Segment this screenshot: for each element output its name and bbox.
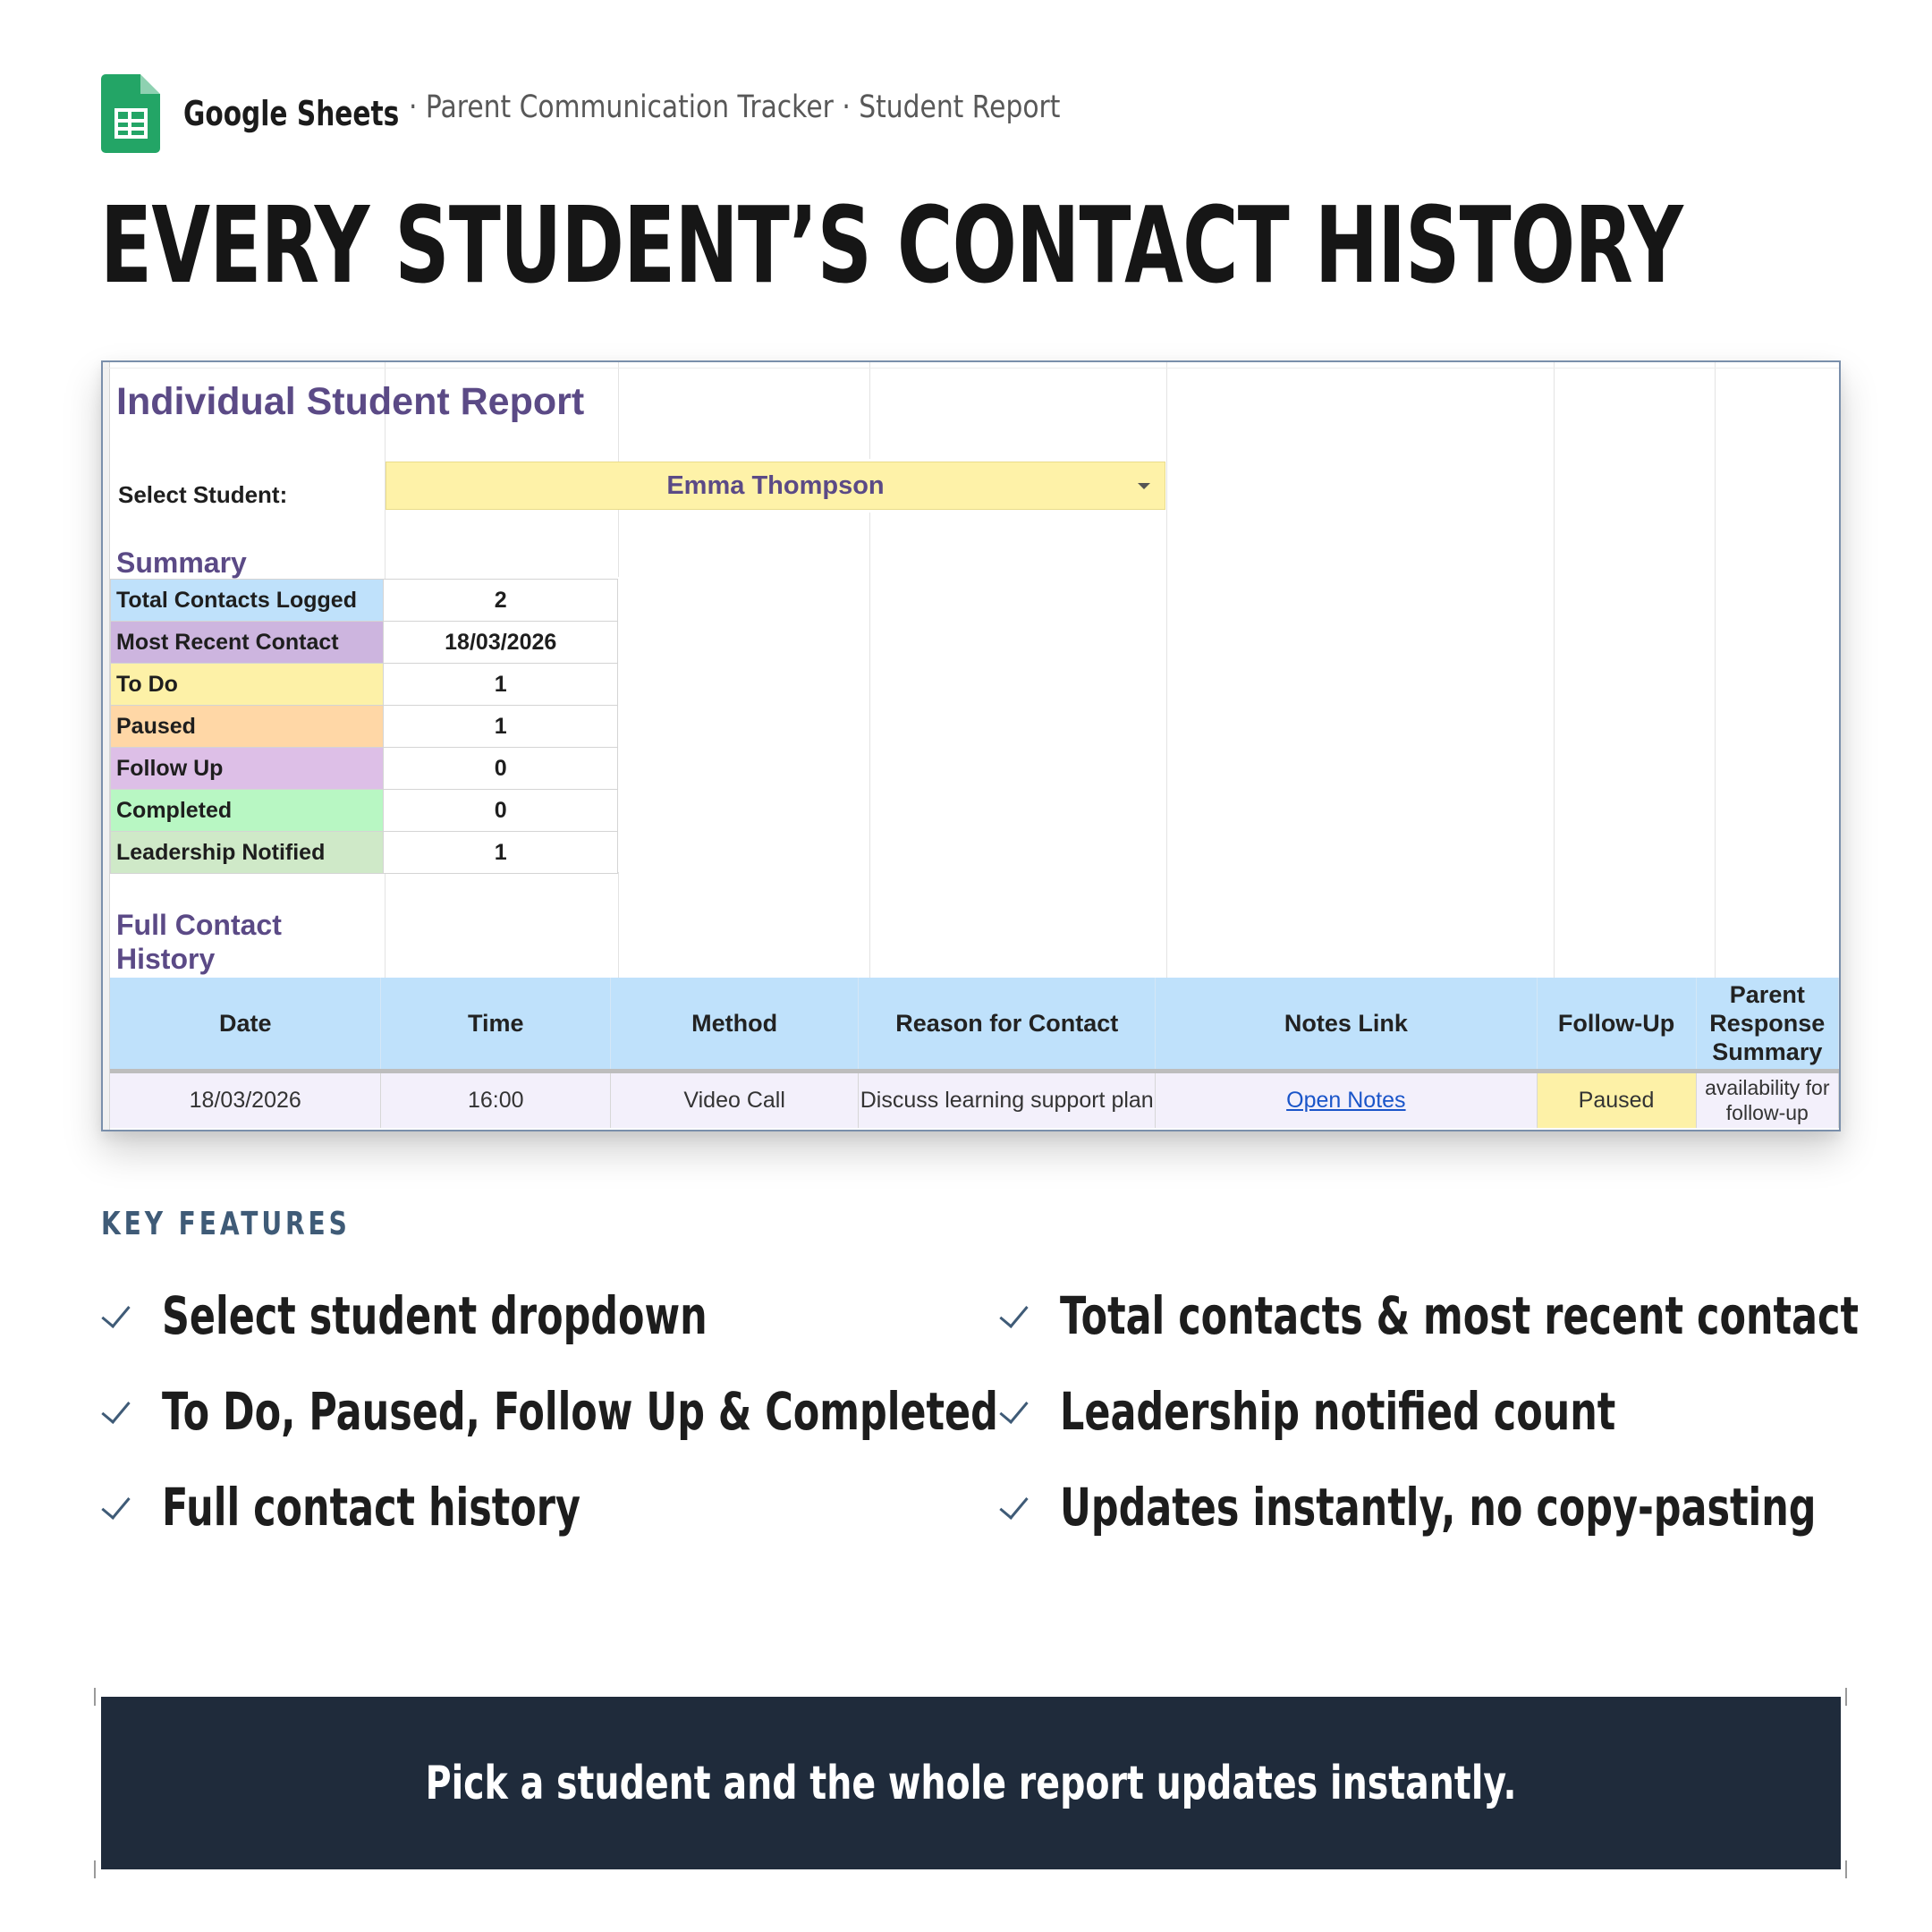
checkmark-icon (999, 1394, 1035, 1429)
select-student-label: Select Student: (118, 481, 288, 508)
feature-text: Updates instantly, no copy-pasting (1060, 1477, 1817, 1538)
summary-label[interactable]: Leadership Notified (111, 832, 384, 874)
table-cell[interactable]: availability for follow-up (1696, 1071, 1838, 1128)
column-header[interactable]: Reason for Contact (859, 978, 1156, 1071)
column-header[interactable]: Parent Response Summary (1696, 978, 1838, 1071)
table-cell[interactable]: 16:00 (381, 1071, 611, 1128)
summary-row (111, 832, 618, 874)
brand-header (101, 73, 400, 154)
table-cell[interactable]: 18/03/2026 (110, 1071, 381, 1128)
feature-item (999, 1476, 1932, 1538)
summary-row (111, 790, 618, 832)
feature-item (101, 1476, 727, 1538)
checkmark-icon (999, 1298, 1035, 1334)
summary-value[interactable]: 18/03/2026 (384, 622, 618, 664)
page-title: EVERY STUDENT’S CONTACT HISTORY (100, 183, 1683, 307)
report-title: Individual Student Report (116, 380, 585, 423)
summary-label[interactable]: Most Recent Contact (111, 622, 384, 664)
history-table (110, 978, 1839, 1128)
cta-text: Pick a student and the whole report updates instantly. (425, 1756, 1517, 1810)
feature-text: To Do, Paused, Follow Up & Completed (162, 1381, 998, 1442)
summary-row (111, 580, 618, 622)
feature-item (101, 1284, 899, 1347)
google-sheets-icon (101, 74, 160, 153)
feature-item (999, 1380, 1811, 1443)
summary-row (111, 622, 618, 664)
history-title: Full Contact History (116, 909, 282, 975)
summary-value[interactable]: 1 (384, 706, 618, 748)
table-cell[interactable]: Video Call (611, 1071, 859, 1128)
checkmark-icon (101, 1298, 137, 1334)
summary-label[interactable]: Follow Up (111, 748, 384, 790)
column-header[interactable]: Notes Link (1156, 978, 1537, 1071)
summary-value[interactable]: 2 (384, 580, 618, 622)
checkmark-icon (101, 1394, 137, 1429)
summary-label[interactable]: Completed (111, 790, 384, 832)
summary-value[interactable]: 1 (384, 832, 618, 874)
features-heading: KEY FEATURES (101, 1206, 351, 1242)
summary-label[interactable]: Total Contacts Logged (111, 580, 384, 622)
feature-item (999, 1284, 1932, 1347)
follow-up-status[interactable]: Paused (1537, 1071, 1696, 1128)
checkmark-icon (999, 1489, 1035, 1525)
column-header[interactable]: Date (110, 978, 381, 1071)
column-header[interactable]: Time (381, 978, 611, 1071)
summary-label[interactable]: To Do (111, 664, 384, 706)
cta-banner (101, 1697, 1841, 1869)
breadcrumb: · Parent Communication Tracker · Student Report (409, 89, 1061, 125)
summary-row (111, 748, 618, 790)
column-header[interactable]: Follow-Up (1537, 978, 1696, 1071)
row-header-strip (103, 362, 110, 1130)
summary-row (111, 706, 618, 748)
summary-value[interactable]: 0 (384, 748, 618, 790)
summary-value[interactable]: 1 (384, 664, 618, 706)
app-name: Google Sheets (183, 94, 400, 133)
open-notes-link[interactable]: Open Notes (1156, 1071, 1537, 1128)
selected-student: Emma Thompson (666, 470, 885, 500)
table-row (110, 1071, 1839, 1128)
feature-text: Leadership notified count (1060, 1381, 1616, 1442)
summary-title: Summary (116, 547, 247, 579)
feature-text: Full contact history (162, 1477, 580, 1538)
summary-label[interactable]: Paused (111, 706, 384, 748)
column-header[interactable]: Method (611, 978, 859, 1071)
student-dropdown[interactable] (386, 462, 1165, 510)
feature-text: Select student dropdown (162, 1285, 708, 1346)
summary-table (110, 579, 618, 874)
table-cell[interactable]: Discuss learning support plan (859, 1071, 1156, 1128)
spreadsheet-panel (101, 360, 1841, 1131)
checkmark-icon (101, 1489, 137, 1525)
summary-value[interactable]: 0 (384, 790, 618, 832)
dropdown-caret-icon[interactable] (1138, 483, 1150, 489)
summary-row (111, 664, 618, 706)
feature-text: Total contacts & most recent contact (1060, 1285, 1859, 1346)
